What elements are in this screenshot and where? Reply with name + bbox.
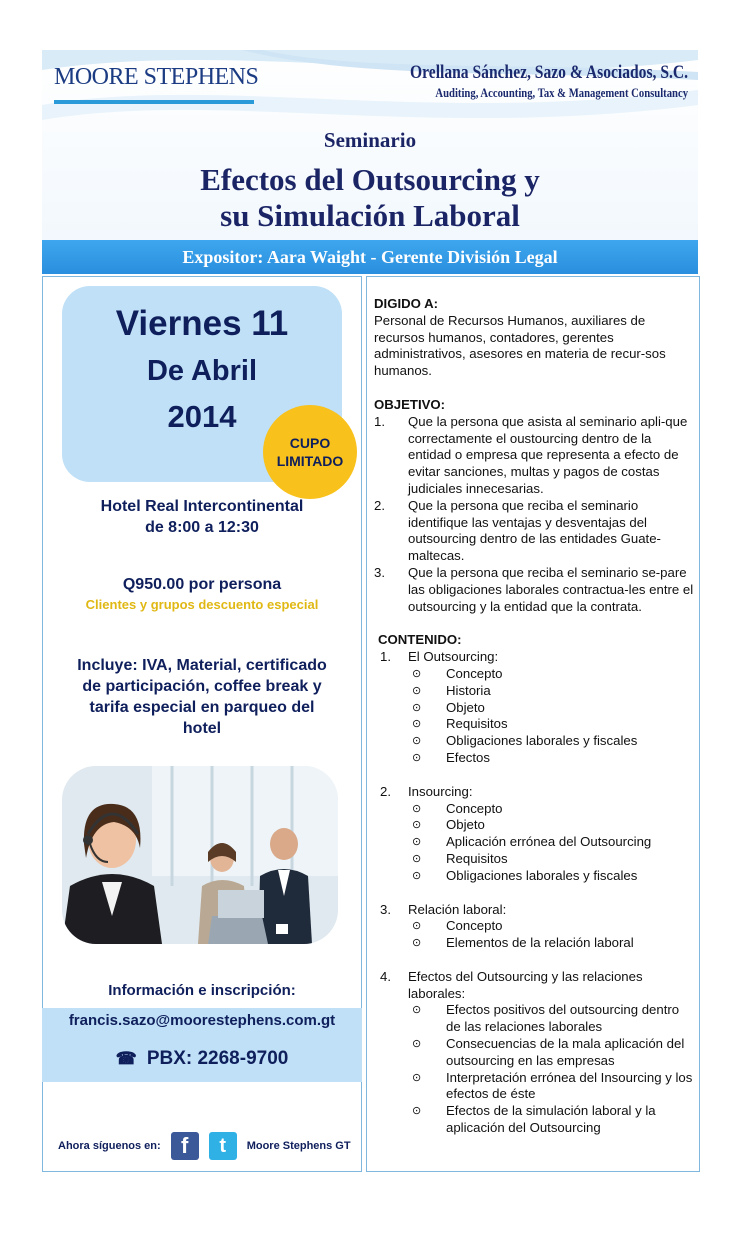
spacer [374,615,696,632]
speaker-bar [42,240,698,274]
spacer [374,952,696,969]
contents-item [374,1036,696,1070]
includes-line: tarifa especial en parqueo del [89,699,315,716]
venue-time: de 8:00 a 12:30 [145,519,259,536]
bullet-icon: ⊙ [412,937,422,950]
contents-item-text: Interpretación errónea del Insourcing y los efectos de éste [446,1069,693,1102]
bullet-icon: ⊙ [412,1004,422,1017]
contents-item-text: Concepto [446,800,503,816]
objective-text: Que la persona que reciba el seminario identifique las ventajas y desventajas del outsourcing dentro de las entidades Guate-maltecas. [408,497,661,564]
contents-item-text: Requisitos [446,716,508,732]
contents-section-title [374,969,696,1003]
right-column-content [374,296,696,1137]
bullet-icon: ⊙ [412,802,422,815]
objective-number: 1. [374,413,385,429]
contents-item-text: Objeto [446,817,485,833]
objective-item [374,498,696,565]
contents-item [374,666,696,683]
contact-email-link[interactable]: francis.sazo@moorestephens.com.gt [68,1012,336,1029]
bullet-icon: ⊙ [412,836,422,849]
event-day: Viernes 11 [115,304,289,343]
follow-label: Ahora síguenos en: [58,1140,161,1152]
section-number: 2. [380,783,391,799]
badge-line-2: LIMITADO [276,453,344,469]
pbx-text: PBX: 2268-9700 [146,1048,289,1069]
spacer [374,380,696,397]
objective-number: 3. [374,564,385,580]
telephone-icon: ☎ [115,1049,137,1068]
speaker-text: Expositor: Aara Waight - Gerente División Legal [182,247,558,267]
contents-item [374,1070,696,1104]
contents-item-text: Concepto [446,665,503,681]
section-number: 3. [380,901,391,917]
bullet-icon: ⊙ [412,819,422,832]
seminar-title-line-2: su Simulación Laboral [220,198,520,233]
section-number: 1. [380,649,391,665]
moore-stephens-logo: MOORE STEPHENS [54,64,259,90]
info-label: Información e inscripción: [108,982,296,999]
discount-note: Clientes y grupos descuento especial [85,597,319,612]
includes-text [42,655,362,739]
contents-item [374,834,696,851]
social-account-name: Moore Stephens GT [246,1140,351,1152]
bullet-icon: ⊙ [412,869,422,882]
firm-name-line: Orellana Sánchez, Sazo & Asociados, S.C. [409,62,688,83]
objectives-list [374,414,696,616]
badge-line-1: CUPO [289,435,331,451]
section-title: Efectos del Outsourcing y las relaciones laborales: [408,968,643,1001]
contents-item [374,733,696,750]
contents-item-text: Elementos de la relación laboral [446,935,634,951]
header-banner [42,50,698,240]
firm-name [349,62,688,101]
section-number: 4. [380,968,391,984]
contents-heading: CONTENIDO: [378,632,462,648]
bullet-icon: ⊙ [412,751,422,764]
bullet-icon: ⊙ [412,701,422,714]
office-photo [62,766,338,944]
objective-item [374,414,696,498]
limited-seats-badge [263,405,357,499]
contents-item [374,918,696,935]
contents-item-text: Aplicación errónea del Outsourcing [446,834,652,850]
contents-item [374,868,696,885]
firm-tagline: Auditing, Accounting, Tax & Management Consultancy [435,85,688,100]
office-photo-illustration [62,766,338,944]
social-follow [58,1132,351,1160]
section-title: Insourcing: [408,783,473,799]
contents-item [374,750,696,767]
objective-text: Que la persona que asista al seminario apli-que correctamente el oustourcing dentro de la entidad o empresa que representa a efecto de evitar sanciones, multas y pagos de costas judiciales innecesarias. [408,413,688,496]
bullet-icon: ⊙ [412,1105,422,1118]
objective-number: 2. [374,497,385,513]
spacer [374,885,696,902]
twitter-icon[interactable]: t [209,1132,237,1160]
contents-item [374,700,696,717]
contents-item-text: Objeto [446,699,485,715]
bullet-icon: ⊙ [412,718,422,731]
contents-item [374,716,696,733]
bullet-icon: ⊙ [412,1071,422,1084]
contents-item-text: Consecuencias de la mala aplicación del outsourcing en las empresas [446,1036,685,1068]
contents-item [374,683,696,700]
contents-item [374,935,696,952]
contents-section-title [374,902,696,919]
contents-item-text: Obligaciones laborales y fiscales [446,867,638,883]
event-month: De Abril [146,355,258,387]
contents-section-title [374,784,696,801]
phone-number [42,1048,362,1070]
contents-item [374,801,696,818]
audience-heading: DIGIDO A: [374,296,438,311]
contents-item [374,1103,696,1137]
bullet-icon: ⊙ [412,684,422,697]
facebook-icon[interactable]: f [171,1132,199,1160]
seminar-title-line-1: Efectos del Outsourcing y [200,162,540,197]
bullet-icon: ⊙ [412,852,422,865]
section-title: Relación laboral: [408,901,507,917]
section-title: El Outsourcing: [408,649,499,665]
contents-item [374,851,696,868]
contents-item-text: Efectos de la simulación laboral y la aplicación del Outsourcing [446,1103,656,1136]
audience-text: Personal de Recursos Humanos, auxiliares de recursos humanos, contadores, gerentes administrativos, asesores en materia de recur-sos humanos. [374,312,666,379]
event-year: 2014 [167,399,237,434]
bullet-icon: ⊙ [412,667,422,680]
contents-item-text: Obligaciones laborales y fiscales [446,733,638,749]
includes-line: hotel [182,720,222,737]
objectives-heading: OBJETIVO: [374,396,446,412]
objective-text: Que la persona que reciba el seminario se-pare las obligaciones laborales contractua-les entre el outsourcing y la entidad que la contrata. [408,564,694,614]
includes-line: Incluye: IVA, Material, certificado [77,657,327,674]
contents-item-text: Efectos [446,749,490,765]
logo-underline [54,100,254,104]
venue [42,496,362,538]
contents-item [374,817,696,834]
bullet-icon: ⊙ [412,920,422,933]
spacer [374,767,696,784]
bullet-icon: ⊙ [412,1038,422,1051]
contents-section-title [374,649,696,666]
contents-item-text: Historia [446,682,491,698]
contents-item [374,1002,696,1036]
price: Q950.00 por persona [122,576,282,593]
contents-item-text: Requisitos [446,850,508,866]
seminar-label: Seminario [323,128,417,152]
contents-item-text: Concepto [446,918,503,934]
includes-line: de participación, coffee break y [82,678,322,695]
bullet-icon: ⊙ [412,735,422,748]
venue-name: Hotel Real Intercontinental [100,498,304,515]
contents-item-text: Efectos positivos del outsourcing dentro de las relaciones laborales [446,1002,680,1035]
objective-item [374,565,696,615]
